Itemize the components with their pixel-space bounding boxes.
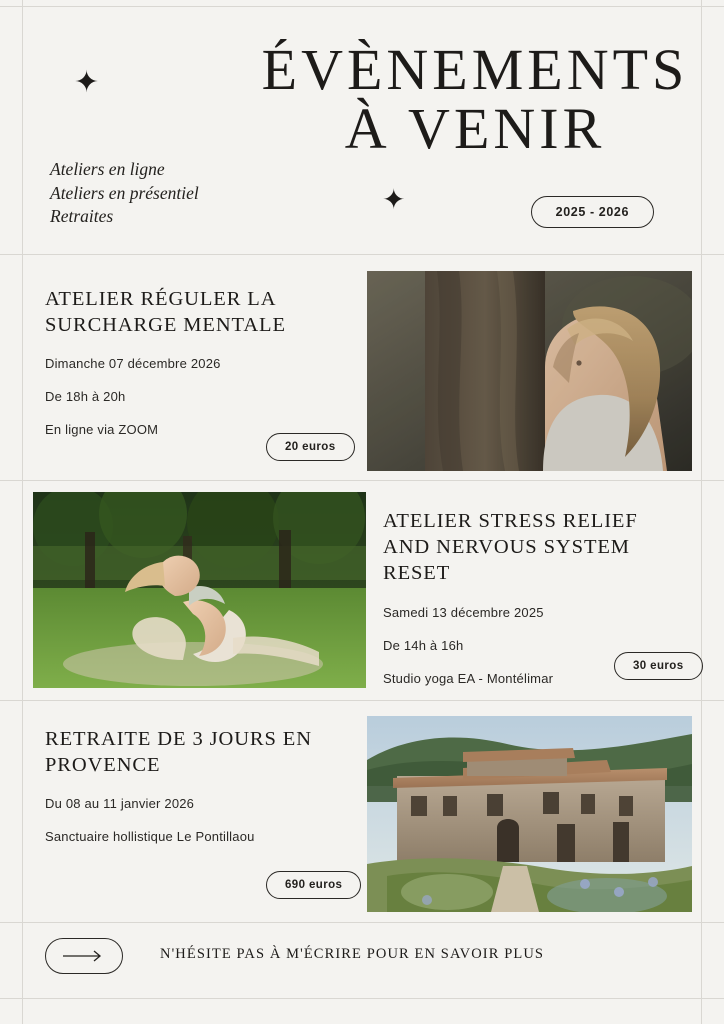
event-1-detail-3: En ligne via ZOOM bbox=[45, 422, 159, 438]
footer-cta-text: N'HÉSITE PAS À M'ÉCRIRE POUR EN SAVOIR PLUS bbox=[160, 946, 545, 962]
event-1-detail-1: Dimanche 07 décembre 2026 bbox=[45, 356, 221, 372]
event-card-3 bbox=[0, 700, 724, 922]
page-title bbox=[260, 37, 690, 162]
event-3-detail-2: Sanctuaire hollistique Le Pontillaou bbox=[45, 829, 255, 845]
poster-header bbox=[0, 0, 724, 254]
event-2-detail-3: Studio yoga EA - Montélimar bbox=[383, 670, 554, 686]
event-2-detail-1: Samedi 13 décembre 2025 bbox=[383, 604, 544, 620]
event-2-image bbox=[33, 492, 366, 688]
event-3-text bbox=[45, 726, 345, 862]
event-3-detail-1: Du 08 au 11 janvier 2026 bbox=[45, 796, 195, 812]
subtitle-line-3: Retraites bbox=[50, 206, 114, 227]
subtitle-line-1: Ateliers en ligne bbox=[50, 159, 165, 179]
page-title-line-1: ÉVÈNEMENTS bbox=[261, 37, 689, 102]
learn-more-button[interactable] bbox=[45, 938, 123, 974]
event-card-2 bbox=[0, 480, 724, 700]
event-3-image bbox=[367, 716, 692, 912]
header-subtitle bbox=[50, 158, 199, 229]
grid-line-footer-bottom bbox=[0, 998, 724, 999]
event-2-title: ATELIER STRESS RELIEF AND NERVOUS SYSTEM RESET bbox=[383, 510, 638, 585]
event-1-detail-2: De 18h à 20h bbox=[45, 389, 126, 405]
poster-footer bbox=[0, 922, 724, 998]
sparkle-icon: ✦ bbox=[74, 66, 100, 99]
event-1-title: ATELIER RÉGULER LA SURCHARGE MENTALE bbox=[45, 288, 286, 337]
event-2-detail-2: De 14h à 16h bbox=[383, 637, 464, 653]
subtitle-line-2: Ateliers en présentiel bbox=[50, 182, 199, 203]
event-1-text bbox=[45, 286, 345, 455]
year-badge: 2025 - 2026 bbox=[531, 196, 654, 228]
event-card-1 bbox=[0, 254, 724, 480]
event-3-title: RETRAITE DE 3 JOURS EN PROVENCE bbox=[45, 728, 312, 777]
event-2-price-badge: 30 euros bbox=[614, 652, 703, 680]
event-3-price-badge: 690 euros bbox=[266, 871, 361, 899]
sparkle-icon: ✦ bbox=[382, 184, 406, 215]
event-1-price-badge: 20 euros bbox=[266, 433, 355, 461]
arrow-right-icon bbox=[62, 950, 106, 962]
page-title-line-2: À VENIR bbox=[344, 96, 606, 162]
event-1-image bbox=[367, 271, 692, 471]
